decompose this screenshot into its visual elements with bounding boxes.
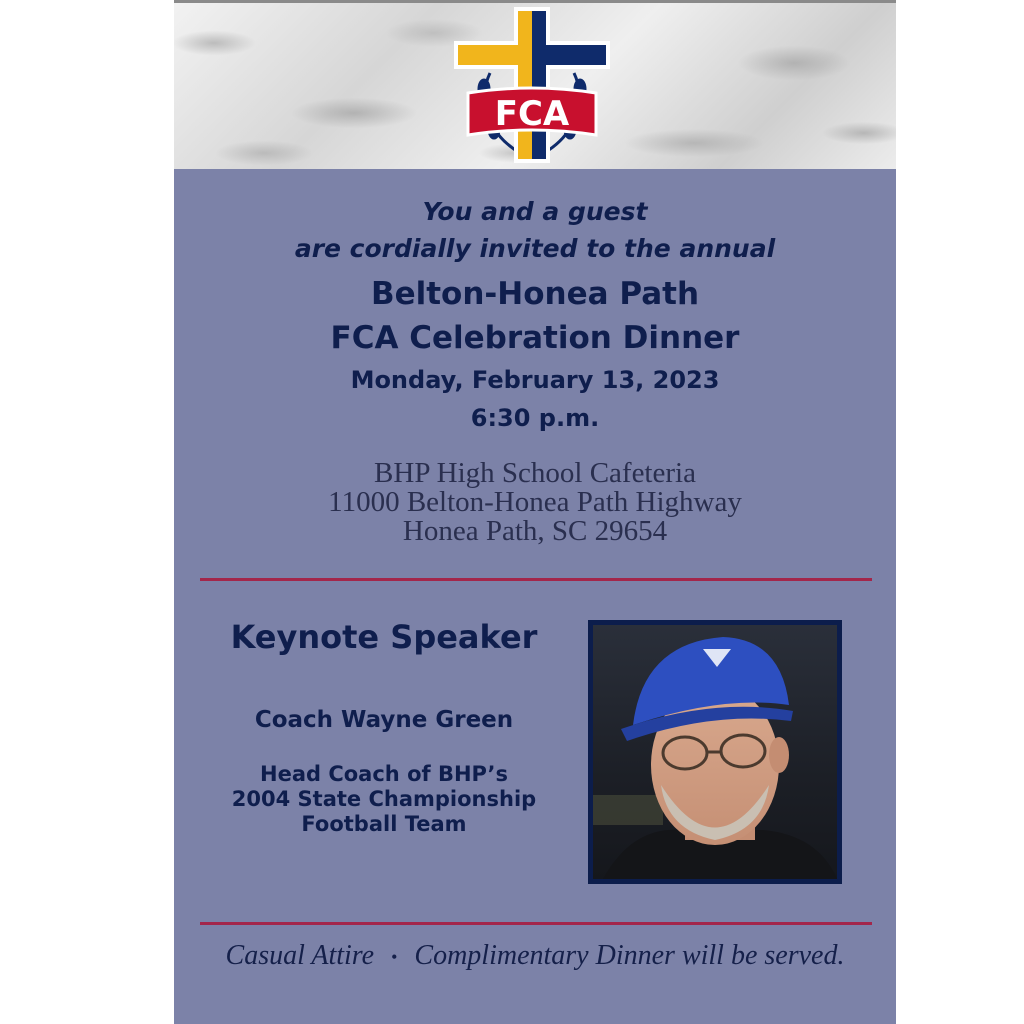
venue-name: BHP High School Cafeteria — [374, 457, 696, 489]
speaker-bio-line-1: Head Coach of BHP’s — [260, 762, 508, 786]
footer-note — [174, 940, 896, 972]
speaker-name: Coach Wayne Green — [254, 707, 514, 733]
marble-banner — [174, 3, 896, 169]
bullet-separator: • — [391, 947, 398, 968]
speaker-photo-frame — [588, 620, 842, 884]
event-date: Monday, February 13, 2023 — [350, 366, 720, 394]
event-name-line-2: FCA Celebration Dinner — [330, 320, 740, 356]
speaker-bio-line-2: 2004 State Championship — [231, 787, 537, 811]
invitation-flyer — [174, 0, 896, 1024]
attire-note: Casual Attire — [225, 940, 375, 971]
divider-top — [200, 578, 872, 581]
venue-street: 11000 Belton-Honea Path Highway — [328, 486, 742, 518]
event-time: 6:30 p.m. — [470, 404, 600, 432]
divider-bottom — [200, 922, 872, 925]
speaker-bio-line-3: Football Team — [301, 812, 467, 836]
speaker-bio — [198, 762, 570, 837]
invite-line-2: are cordially invited to the annual — [294, 234, 776, 263]
invite-line-1: You and a guest — [422, 197, 648, 226]
logo-text: FCA — [494, 94, 570, 134]
cross-icon — [454, 7, 610, 163]
keynote-heading: Keynote Speaker — [230, 618, 538, 656]
venue-city: Honea Path, SC 29654 — [402, 515, 668, 547]
speaker-photo — [593, 625, 837, 879]
event-name-line-1: Belton-Honea Path — [370, 276, 700, 312]
fca-logo — [450, 3, 614, 169]
dinner-note: Complimentary Dinner will be served. — [414, 940, 845, 971]
